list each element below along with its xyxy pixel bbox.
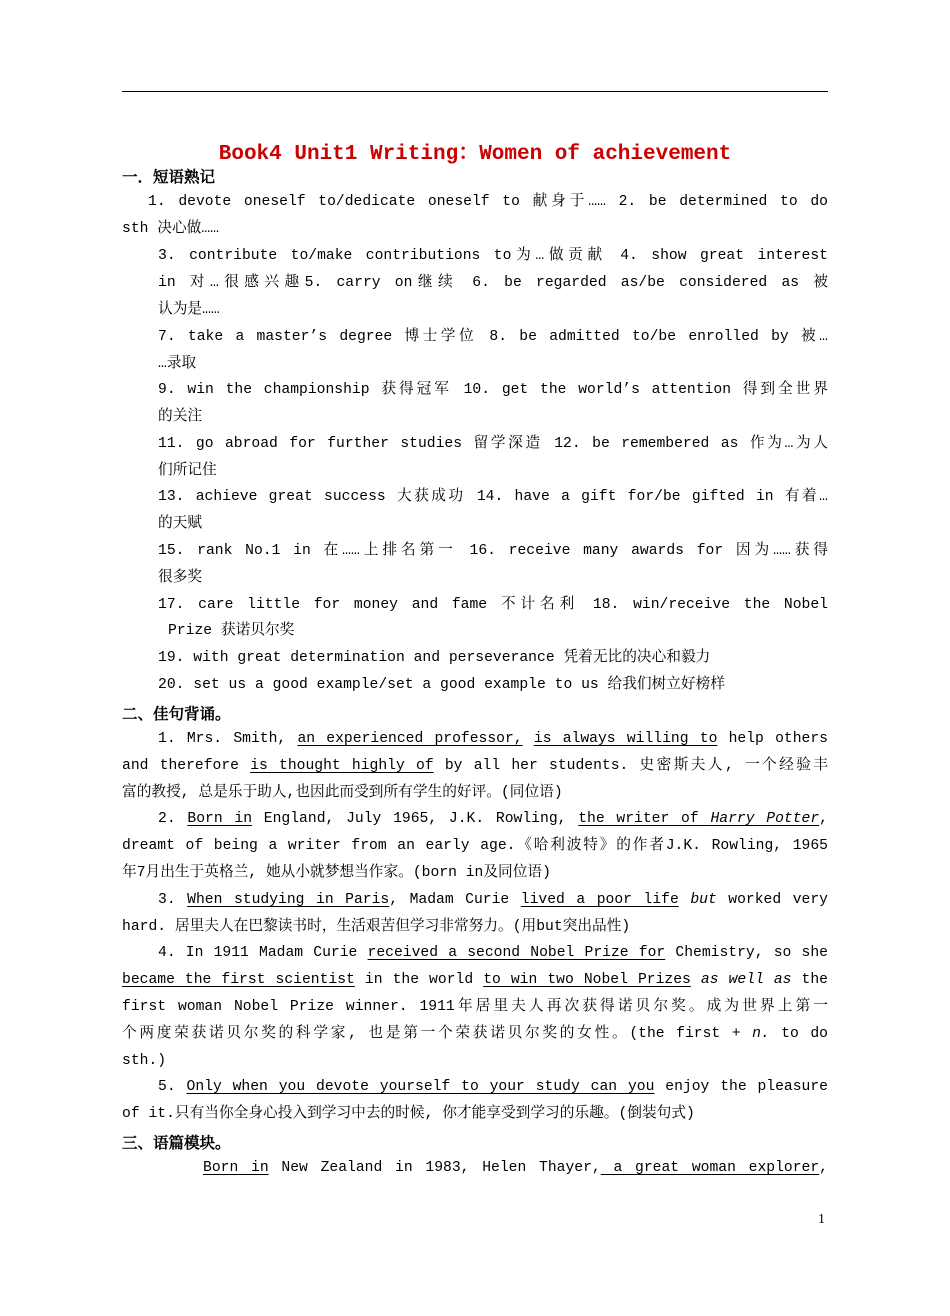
- phrase-line: 19. with great determination and perseverance 凭着无比的决心和毅力: [158, 650, 711, 666]
- section-heading-passage: 三、语篇模块。: [122, 1134, 231, 1152]
- passage-line: Born in New Zealand in 1983, Helen Thayer, a great woman explorer,: [203, 1160, 828, 1176]
- sentence-line: became the first scientist in the world to win two Nobel Prizes as well as the: [122, 972, 828, 988]
- phrase-line: 13. achieve great success 大获成功 14. have a gift for/be gifted in 有着…: [158, 489, 828, 505]
- header-rule: [122, 91, 828, 92]
- phrase-line: 很多奖: [158, 570, 203, 586]
- phrase-line: 17. care little for money and fame 不计名利 18. win/receive the Nobel: [158, 597, 828, 613]
- sentence-line: 1. Mrs. Smith, an experienced professor, is always willing to help others: [158, 731, 828, 747]
- phrase-line: Prize 获诺贝尔奖: [168, 623, 295, 639]
- phrase-line: 3. contribute to/make contributions to为…做贡献 4. show great interest: [158, 248, 828, 264]
- section-heading-phrases: 一．短语熟记: [122, 168, 216, 186]
- phrase-line: 认为是……: [158, 302, 220, 318]
- phrase-line: 15. rank No.1 in 在……上排名第一 16. receive many awards for 因为……获得: [158, 543, 828, 559]
- sentence-line: 富的教授, 总是乐于助人,也因此而受到所有学生的好评。(同位语): [122, 785, 563, 801]
- sentence-line: 2. Born in England, July 1965, J.K. Rowling, the writer of Harry Potter,: [158, 811, 828, 827]
- sentence-line: sth.): [122, 1053, 167, 1069]
- sentence-line: 5. Only when you devote yourself to your study can you enjoy the pleasure: [158, 1079, 829, 1095]
- phrase-line: …录取: [158, 356, 197, 372]
- phrase-line: 的天赋: [158, 516, 203, 532]
- phrase-line: 9. win the championship 获得冠军 10. get the world’s attention 得到全世界: [158, 382, 828, 398]
- phrase-line: in 对…很感兴趣5. carry on继续 6. be regarded as/be considered as 被: [158, 275, 828, 291]
- sentence-line: 4. In 1911 Madam Curie received a second Nobel Prize for Chemistry, so she: [158, 945, 828, 961]
- phrase-line: 7. take a master’s degree 博士学位 8. be admitted to/be enrolled by 被…: [158, 329, 828, 345]
- phrase-line: 们所记住: [158, 463, 217, 479]
- sentence-line: 3. When studying in Paris, Madam Curie lived a poor life but worked very: [158, 892, 828, 908]
- page-title: Book4 Unit1 Writing：Women of achievement: [218, 143, 732, 166]
- sentence-line: 个两度荣获诺贝尔奖的科学家, 也是第一个荣获诺贝尔奖的女性。(the first + n. to do: [122, 1026, 828, 1042]
- page-number: 1: [818, 1212, 825, 1227]
- phrase-line: sth 决心做……: [122, 221, 219, 237]
- sentence-line: hard. 居里夫人在巴黎读书时，生活艰苦但学习非常努力。(用but突出品性): [122, 919, 631, 935]
- sentence-line: first woman Nobel Prize winner. 1911年居里夫人再次获得诺贝尔奖。成为世界上第一: [122, 999, 828, 1015]
- sentence-line: dreamt of being a writer from an early age.《哈利波特》的作者J.K. Rowling, 1965: [122, 838, 828, 854]
- section-heading-sentences: 二、佳句背诵。: [122, 705, 231, 723]
- phrase-line: 1. devote oneself to/dedicate oneself to 献身于…… 2. be determined to do: [148, 194, 828, 210]
- phrase-line: 11. go abroad for further studies 留学深造 12. be remembered as 作为…为人: [158, 436, 828, 452]
- sentence-line: 年7月出生于英格兰, 她从小就梦想当作家。(born in及同位语): [122, 865, 551, 881]
- sentence-line: and therefore is thought highly of by all her students. 史密斯夫人, 一个经验丰: [122, 758, 828, 774]
- sentence-line: of it.只有当你全身心投入到学习中去的时候, 你才能享受到学习的乐趣。(倒装句式): [122, 1106, 695, 1122]
- phrase-line: 20. set us a good example/set a good example to us 给我们树立好榜样: [158, 677, 726, 693]
- phrase-line: 的关注: [158, 409, 203, 425]
